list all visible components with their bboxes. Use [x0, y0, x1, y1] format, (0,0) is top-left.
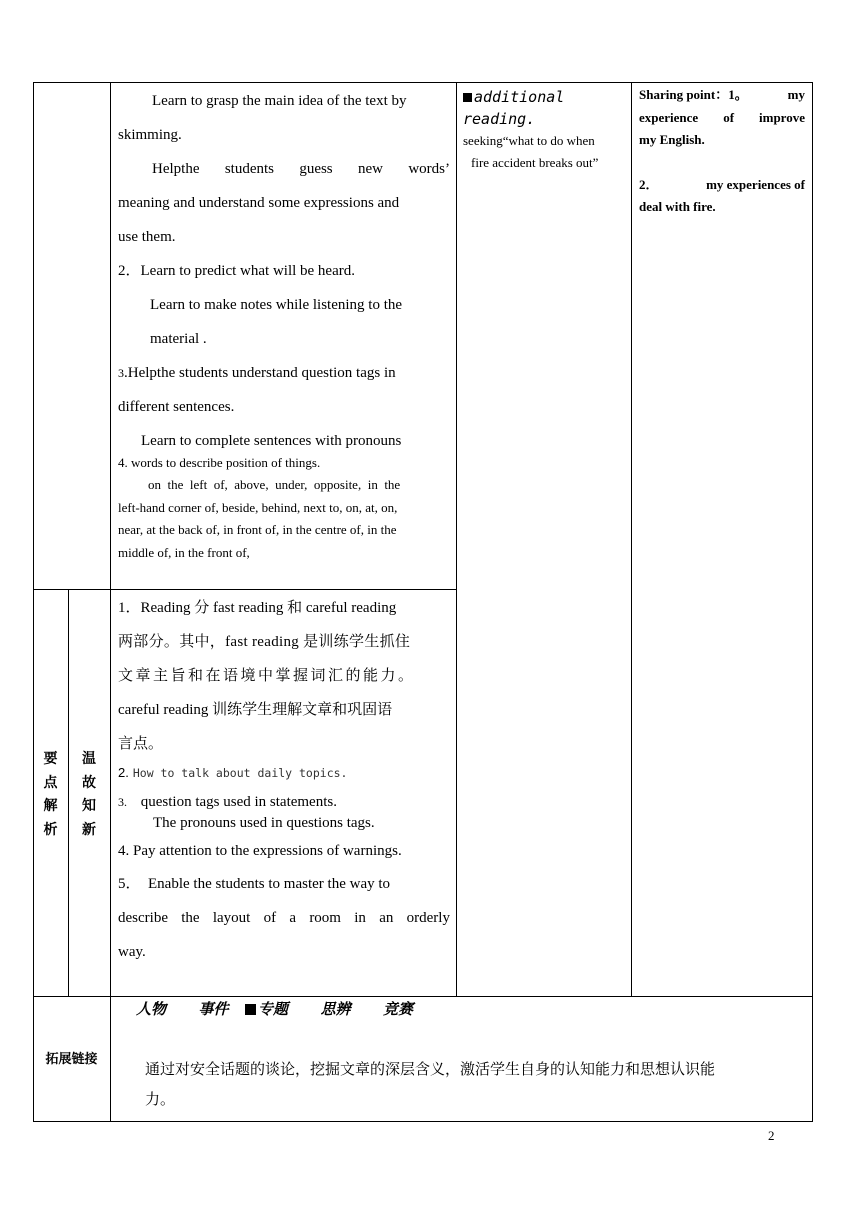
- page-number: 2: [768, 1128, 775, 1143]
- key-point-line: 1．Reading 分 fast reading 和 careful reading: [118, 600, 397, 616]
- option-events: 事件: [198, 1000, 229, 1018]
- key-point-line: 2. How to talk about daily topics.: [118, 765, 348, 780]
- table-bottom-border: [33, 1121, 813, 1122]
- row-divider-2: [33, 996, 813, 997]
- extension-label: 拓展链接: [45, 1052, 98, 1067]
- key-points-label: 要 点 解 析: [43, 751, 58, 838]
- option-contest: 竞赛: [382, 1000, 413, 1018]
- key-point-line: 言点。: [118, 736, 164, 752]
- objective-line: 3.Helpthe students understand question tags in: [118, 365, 396, 381]
- checkbox-checked-icon: [245, 1004, 256, 1015]
- option-topic: 专题: [257, 1000, 288, 1018]
- objective-line: skimming.: [118, 127, 182, 143]
- objective-line: on the left of, above, under, opposite, in the: [148, 477, 401, 492]
- key-point-line: 两部分。其中，fast reading 是训练学生抓住: [118, 634, 411, 650]
- additional-title: reading.: [463, 110, 536, 128]
- additional-reading-cell: [463, 86, 627, 174]
- objective-line: material .: [150, 331, 207, 347]
- objective-line: Helpthe students guess new words’: [152, 161, 450, 177]
- table-left-border: [33, 82, 34, 1122]
- objective-line: middle of, in the front of,: [118, 544, 250, 560]
- key-point-line: The pronouns used in questions tags.: [153, 815, 375, 831]
- key-point-line: way.: [118, 944, 146, 960]
- key-point-line: 5． Enable the students to master the way to: [118, 876, 391, 892]
- objective-line: near, at the back of, in front of, in the centre of, in the: [118, 522, 397, 537]
- key-point-line: 4. Pay attention to the expressions of warnings.: [118, 843, 402, 859]
- key-point-line: 3. question tags used in statements.: [118, 794, 337, 810]
- extension-options: [136, 998, 413, 1020]
- col-divider-additional: [631, 82, 632, 997]
- key-point-line: careful reading 训练学生理解文章和巩固语: [118, 702, 393, 718]
- col-divider-label: [110, 82, 111, 1122]
- additional-line: seeking“what to do when: [463, 133, 595, 148]
- objective-line: use them.: [118, 229, 176, 245]
- objective-line: Learn to grasp the main idea of the text by: [152, 93, 407, 109]
- row-divider-1: [33, 589, 456, 590]
- objectives-cell: [118, 84, 450, 564]
- sharing-label: Sharing point：1。: [639, 87, 748, 102]
- option-debate: 思辨: [320, 1000, 351, 1018]
- sharing-point-cell: Sharing point：1。 my experience of improve my English. 2． my experiences of deal with fire.: [639, 84, 805, 219]
- objective-line: 4. words to describe position of things.: [118, 455, 321, 470]
- objective-line: Learn to complete sentences with pronouns: [141, 433, 402, 449]
- review-label: 温 故 知 新: [82, 751, 96, 838]
- additional-title: additional: [474, 88, 565, 106]
- objective-line: meaning and understand some expressions and: [118, 195, 400, 211]
- key-point-line: 文章主旨和在语境中掌握词汇的能力。: [118, 668, 416, 684]
- objective-line: left-hand corner of, beside, behind, next to, on, at, on,: [118, 499, 398, 515]
- key-point-line: describe the layout of a room in an orderly: [118, 910, 450, 926]
- extension-text: 通过对安全话题的谈论，挖掘文章的深层含义，激活学生自身的认知能力和思想认识能 力。: [145, 1060, 716, 1108]
- col-divider-main: [456, 82, 457, 997]
- table-top-border: [33, 82, 813, 83]
- additional-line: fire accident breaks out”: [471, 155, 599, 170]
- objective-line: 2．Learn to predict what will be heard.: [118, 263, 355, 279]
- checkbox-checked-icon: [463, 93, 472, 102]
- option-people: 人物: [136, 1000, 167, 1018]
- objective-line: different sentences.: [118, 399, 235, 415]
- key-points-cell: [118, 591, 450, 969]
- table-right-border: [812, 82, 813, 1122]
- objective-line: Learn to make notes while listening to the: [150, 297, 403, 313]
